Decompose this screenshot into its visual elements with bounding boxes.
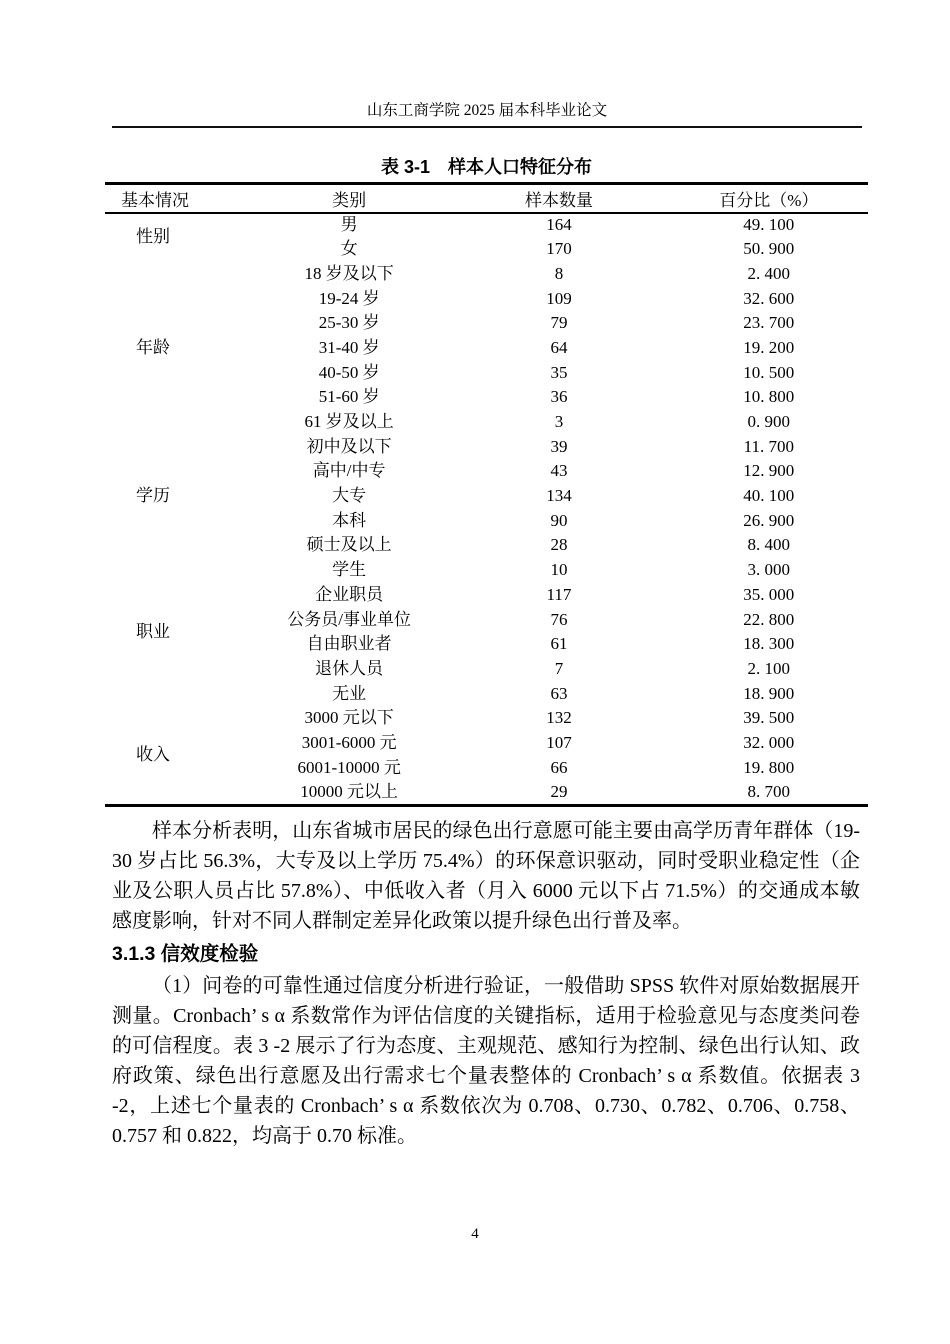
percent-cell: 32. 000 [743, 732, 795, 752]
category-cell: 25-30 岁 [318, 313, 380, 333]
category-cell: 18 岁及以下 [304, 263, 394, 283]
percent-cell: 12. 900 [743, 461, 795, 481]
category-cell: 学生 [332, 560, 367, 580]
table-row [105, 435, 868, 460]
count-cell: 7 [554, 658, 564, 678]
percent-cell: 18. 900 [743, 683, 795, 703]
count-cell: 3 [554, 412, 564, 431]
count-cell: 164 [546, 215, 572, 234]
count-cell: 39 [550, 436, 568, 456]
group-label-cell: 职业 [136, 621, 170, 641]
group-label-cell: 学历 [136, 486, 170, 506]
count-cell: 43 [550, 461, 568, 481]
table-row [105, 706, 868, 731]
category-cell: 40-50 岁 [318, 362, 380, 382]
percent-cell: 3. 000 [747, 560, 791, 580]
table-block [105, 156, 868, 807]
count-cell: 35 [550, 362, 568, 382]
paragraph-reliability: （1）问卷的可靠性通过信度分析进行验证，一般借助 SPSS 软件对原始数据展开测量。Cronbach’ s α 系数常作为评估信度的关键指标，适用于检验意见与态度类问卷的可信程度。表 3 -2 展示了行为态度、主观规范、感知行为控制、绿色出行认知、政府政策、绿色出行意愿及出行需求七个量表整体的 Cronbach’ s α 系数值。依据表 3 -2，上述七个量表的 Cronbach’ s α 系数依次为 0.708、0.730、0.782、0.706、0.758、0.757 和 0.822，均高于 0.70 标准。 [112, 975, 860, 1147]
count-cell: 61 [550, 634, 568, 654]
count-cell: 170 [546, 239, 572, 259]
percent-cell: 11. 700 [743, 436, 794, 456]
percent-cell: 26. 900 [743, 510, 795, 530]
column-header-count: 样本数量 [448, 184, 669, 213]
percent-cell: 2. 400 [747, 263, 791, 283]
category-cell: 男 [340, 215, 358, 234]
category-cell: 退休人员 [315, 658, 384, 678]
category-cell: 10000 元以上 [300, 781, 399, 801]
count-cell: 134 [546, 486, 572, 506]
category-cell: 初中及以下 [306, 436, 392, 456]
page-number: 4 [471, 1226, 479, 1242]
percent-cell: 35. 000 [743, 584, 795, 604]
category-cell: 51-60 岁 [318, 387, 380, 407]
count-cell: 8 [554, 263, 564, 283]
category-cell: 31-40 岁 [318, 337, 380, 357]
percent-cell: 19. 200 [743, 337, 795, 357]
category-cell: 高中/中专 [312, 461, 386, 481]
percent-cell: 2. 100 [747, 658, 791, 678]
percent-cell: 10. 800 [743, 387, 795, 407]
category-cell: 61 岁及以上 [304, 412, 394, 431]
sample-demographics-table [105, 182, 868, 807]
count-cell: 132 [546, 708, 572, 728]
count-cell: 66 [550, 757, 568, 777]
group-label-cell: 收入 [136, 744, 170, 764]
count-cell: 28 [550, 535, 568, 555]
category-cell: 女 [340, 239, 358, 259]
column-header-category: 类别 [250, 184, 448, 213]
table-row [105, 262, 868, 287]
table-title: 表 3-1 样本人口特征分布 [380, 157, 592, 177]
count-cell: 29 [550, 781, 568, 801]
category-cell: 3000 元以下 [304, 708, 394, 728]
percent-cell: 8. 700 [747, 781, 791, 801]
percent-cell: 32. 600 [743, 288, 795, 308]
category-cell: 19-24 岁 [318, 288, 380, 308]
category-cell: 3001-6000 元 [301, 732, 397, 752]
column-header-percent: 百分比（%） [670, 184, 868, 213]
percent-cell: 22. 800 [743, 609, 795, 629]
count-cell: 117 [546, 584, 572, 604]
category-cell: 大专 [332, 486, 367, 506]
percent-cell: 19. 800 [743, 757, 795, 777]
percent-cell: 0. 900 [747, 412, 791, 431]
column-header-basic-info: 基本情况 [105, 184, 250, 213]
group-label-cell: 性别 [136, 227, 170, 247]
count-cell: 109 [546, 288, 572, 308]
category-cell: 无业 [332, 683, 367, 703]
count-cell: 10 [550, 560, 568, 580]
count-cell: 76 [550, 609, 568, 629]
percent-cell: 40. 100 [743, 486, 795, 506]
category-cell: 本科 [332, 510, 367, 530]
percent-cell: 49. 100 [743, 215, 795, 234]
count-cell: 63 [550, 683, 568, 703]
category-cell: 企业职员 [315, 584, 384, 604]
count-cell: 107 [546, 732, 572, 752]
table-row [105, 558, 868, 583]
paragraph-sample-analysis: 样本分析表明，山东省城市居民的绿色出行意愿可能主要由高学历青年群体（19-30 岁占比 56.3%，大专及以上学历 75.4%）的环保意识驱动，同时受职业稳定性（企业及公职人员占比 57.8%）、中低收入者（月入 6000 元以下占 71.5%）的交通成本敏感度影响，针对不同人群制定差异化政策以提升绿色出行普及率。 [112, 820, 860, 932]
section-heading: 3.1.3 信效度检验 [112, 943, 259, 965]
category-cell: 硕士及以上 [306, 535, 392, 555]
percent-cell: 39. 500 [743, 708, 795, 728]
count-cell: 90 [550, 510, 568, 530]
table-row [105, 213, 868, 238]
category-cell: 6001-10000 元 [297, 757, 401, 777]
percent-cell: 23. 700 [743, 313, 795, 333]
percent-cell: 10. 500 [743, 362, 795, 382]
count-cell: 64 [550, 337, 568, 357]
body-text [112, 816, 860, 1151]
category-cell: 自由职业者 [306, 634, 392, 654]
count-cell: 36 [550, 387, 568, 407]
percent-cell: 18. 300 [743, 634, 795, 654]
percent-cell: 50. 900 [743, 239, 795, 259]
count-cell: 79 [550, 313, 568, 333]
group-label-cell: 年龄 [136, 337, 170, 357]
percent-cell: 8. 400 [747, 535, 791, 555]
running-head: 山东工商学院 2025 届本科毕业论文 [112, 100, 862, 128]
category-cell: 公务员/事业单位 [287, 609, 412, 629]
table-header-row [105, 184, 868, 213]
